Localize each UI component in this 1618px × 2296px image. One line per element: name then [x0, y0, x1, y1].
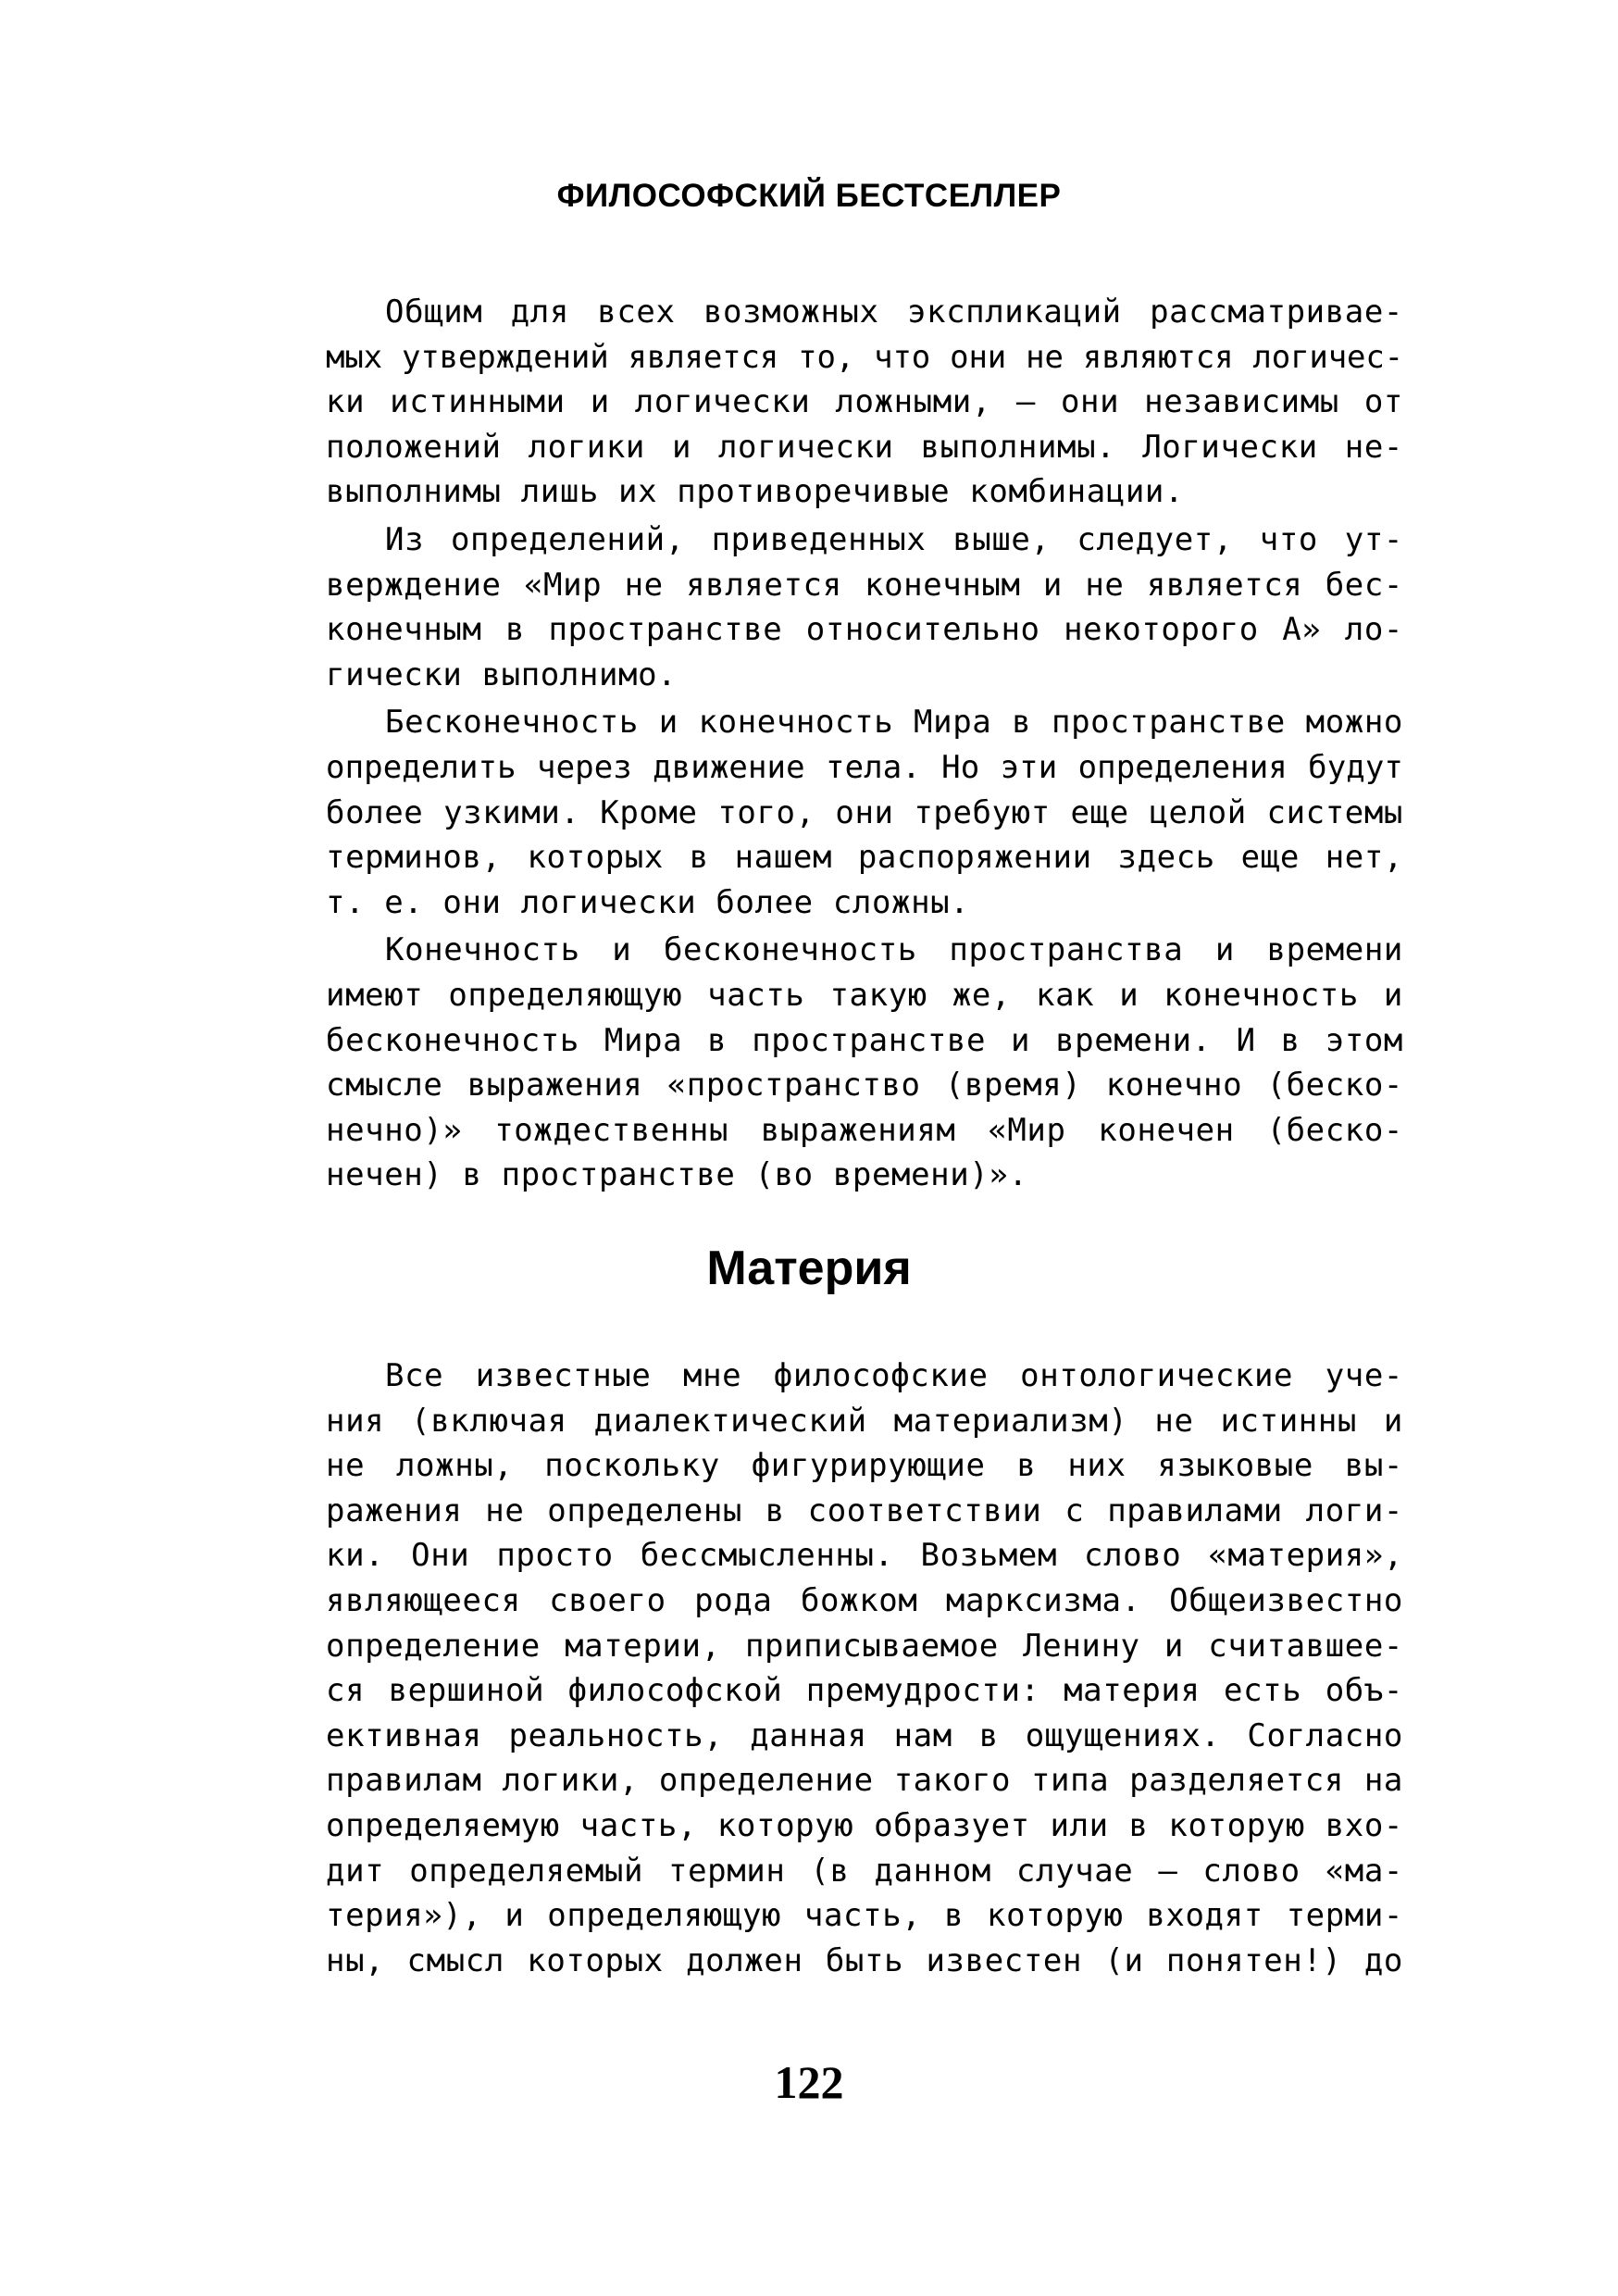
text-line: верждение «Мир не является конечным и не является бес-	[326, 566, 1403, 604]
text-line: имеют определяющую часть такую же, как и конечность и	[326, 976, 1403, 1014]
text-line: ективная реальность, данная нам в ощущениях. Согласно	[326, 1716, 1403, 1754]
text-line: терия»), и определяющую часть, в которую входят терми-	[326, 1897, 1403, 1935]
text-line: Все известные мне философские онтологические уче-	[385, 1357, 1403, 1394]
text-line: конечным в пространстве относительно некоторого А» ло-	[326, 611, 1403, 649]
body-text-top	[326, 290, 1403, 1198]
text-line: определяемую часть, которую образует или в которую вхо-	[326, 1806, 1403, 1844]
text-line: определить через движение тела. Но эти определения будут	[326, 748, 1403, 786]
text-line: выполнимы лишь их противоречивые комбинации.	[326, 473, 1185, 511]
text-line: смысле выражения «пространство (время) конечно (беско-	[326, 1067, 1403, 1104]
text-line: Из определений, приведенных выше, следует, что ут-	[385, 520, 1403, 558]
text-line: Общим для всех возможных экспликаций рассматривае-	[385, 293, 1403, 331]
text-line: гически выполнимо.	[326, 655, 678, 693]
body-text-bottom	[326, 1354, 1403, 1983]
text-line: определение материи, приписываемое Ленину и считавшее-	[326, 1627, 1403, 1665]
text-line: ны, смысл которых должен быть известен (и понятен!) до	[326, 1941, 1403, 1979]
text-line: более узкими. Кроме того, они требуют еще целой системы	[326, 793, 1403, 831]
text-line: ния (включая диалектический материализм) не истинны и	[326, 1402, 1403, 1440]
text-line: ся вершиной философской премудрости: материя есть объ-	[326, 1672, 1403, 1710]
running-head: ФИЛОСОФСКИЙ БЕСТСЕЛЛЕР	[556, 178, 1062, 214]
text-line: ки. Они просто бессмысленны. Возьмем слово «материя»,	[326, 1537, 1403, 1575]
text-line: нечен) в пространстве (во времени)».	[326, 1156, 1028, 1194]
text-line: мых утверждений является то, что они не являются логичес-	[326, 338, 1403, 376]
text-line: бесконечность Мира в пространстве и времени. И в этом	[326, 1021, 1403, 1059]
text-line: Бесконечность и конечность Мира в пространстве можно	[385, 704, 1403, 742]
text-line: положений логики и логически выполнимы. Логически не-	[326, 428, 1403, 466]
text-line: правилам логики, определение такого типа разделяется на	[326, 1762, 1403, 1800]
text-line: не ложны, поскольку фигурирующие в них языковые вы-	[326, 1447, 1403, 1485]
text-line: ки истинными и логически ложными, — они независимы от	[326, 383, 1403, 421]
section-heading: Материя	[706, 1242, 912, 1295]
text-line: дит определяемый термин (в данном случае — слово «ма-	[326, 1852, 1403, 1890]
text-line: терминов, которых в нашем распоряжении здесь еще нет,	[326, 839, 1403, 877]
text-line: т. е. они логически более сложны.	[326, 883, 970, 921]
text-line: ражения не определены в соответствии с правилами логи-	[326, 1491, 1403, 1529]
page-number: 122	[774, 2056, 844, 2108]
text-line: Конечность и бесконечность пространства и времени	[385, 931, 1403, 969]
text-line: нечно)» тождественны выражениям «Мир конечен (беско-	[326, 1111, 1403, 1149]
text-line: являющееся своего рода божком марксизма. Общеизвестно	[326, 1581, 1403, 1619]
